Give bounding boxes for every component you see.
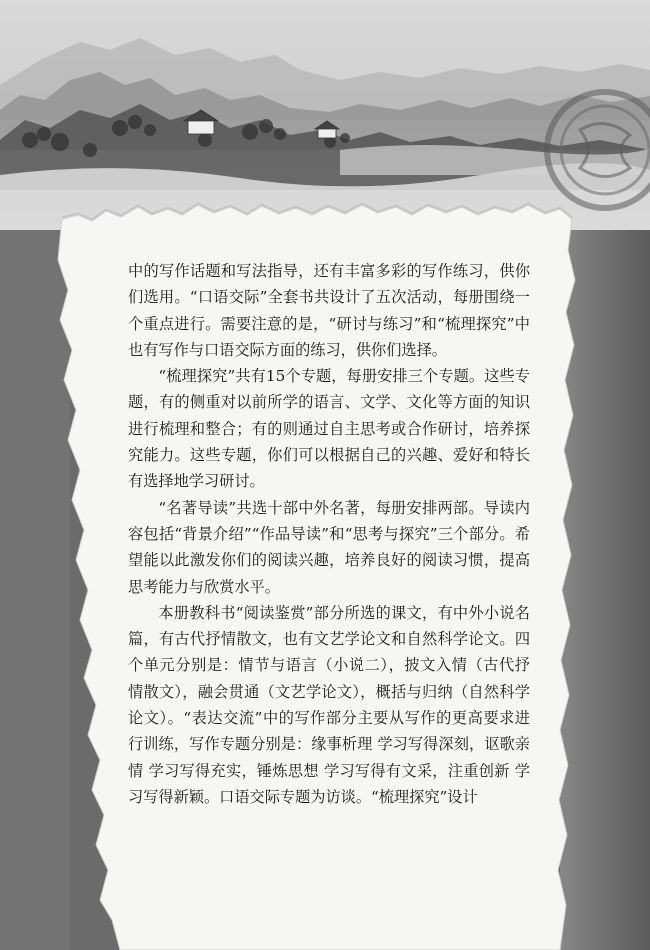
- paragraph-4: 本册教科书“阅读鉴赏”部分所选的课文，有中外小说名篇，有古代抒情散文，也有文艺学论文和自然科学论文。四个单元分别是：情节与语言（小说二），披文入情（古代抒情散文），融会贯通（文艺学论文），概括与归纳（自然科学论文）。“表达交流”中的写作部分主要从写作的更高要求进行训练，写作专题分别是：缘事析理 学习写得深刻，讴歌亲情 学习写得充实，锤炼思想 学习写得有文采，注重创新 学习写得新颖。口语交际专题为访谈。“梳理探究”设计: [128, 603, 530, 806]
- body-text: [128, 258, 530, 810]
- paragraph-3: “名著导读”共选十部中外名著，每册安排两部。导读内容包括“背景介绍”“作品导读”和“思考与探究”三个部分。希望能以此激发你们的阅读兴趣，培养良好的阅读习惯，提高思考能力与欣赏水平。: [128, 498, 530, 596]
- landscape-painting: [0, 0, 650, 230]
- paragraph-2: “梳理探究”共有15个专题，每册安排三个专题。这些专题，有的侧重对以前所学的语言、文学、文化等方面的知识进行梳理和整合；有的则通过自主思考或合作研讨，培养探究能力。这些专题，你们可以根据自己的兴趣、爱好和特长有选择地学习研讨。: [128, 367, 530, 491]
- paragraph-1: 中的写作话题和写法指导，还有丰富多彩的写作练习，供你们选用。“口语交际”全套书共设计了五次活动，每册围绕一个重点进行。需要注意的是，“研讨与练习”和“梳理探究”中也有写作与口语交际方面的练习，供你们选择。: [128, 262, 530, 359]
